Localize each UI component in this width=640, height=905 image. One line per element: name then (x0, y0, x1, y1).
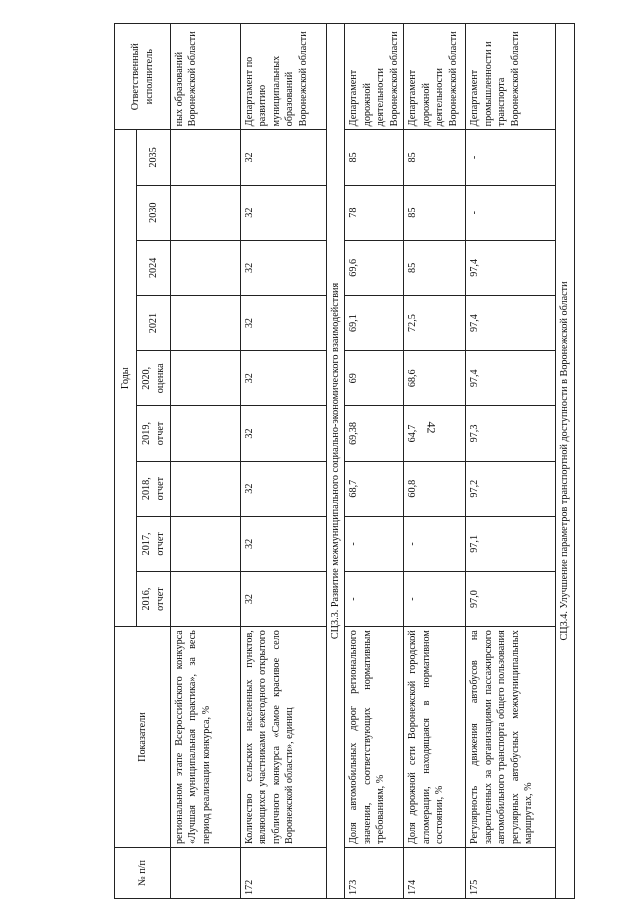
row-number: 175 (466, 848, 556, 899)
row-value: 85 (404, 185, 466, 240)
row-value: 78 (345, 185, 404, 240)
header-year: 2016, отчет (137, 571, 171, 626)
row-responsible: Департамент дорожной деятельности Воронежской области (345, 24, 404, 130)
page-number: 42 (424, 421, 439, 434)
row-value: 97,2 (466, 461, 556, 516)
row-value: 69,1 (345, 295, 404, 350)
row-value: 32 (241, 406, 327, 461)
header-year: 2018, отчет (137, 461, 171, 516)
row-responsible: Департамент промышленности и транспорта Воронежской области (466, 24, 556, 130)
row-value: 69 (345, 351, 404, 406)
header-year: 2024 (137, 240, 171, 295)
row-value: - (345, 571, 404, 626)
table-row (404, 24, 466, 899)
header-year: 2035 (137, 130, 171, 185)
row-value: 32 (241, 240, 327, 295)
row-value: 97,4 (466, 351, 556, 406)
indicators-table (114, 23, 575, 899)
row-value: 97,4 (466, 295, 556, 350)
row-value (171, 406, 241, 461)
row-value: 85 (404, 240, 466, 295)
section-row (556, 24, 574, 899)
header-year: 2021 (137, 295, 171, 350)
table-row (466, 24, 556, 899)
row-value: 97,0 (466, 571, 556, 626)
row-value: 85 (404, 130, 466, 185)
row-value (171, 571, 241, 626)
header-year: 2030 (137, 185, 171, 240)
section-title: СЦ3.3. Развитие межмуниципального социально-экономического взаимодействия (327, 24, 345, 899)
row-responsible: Департамент дорожной деятельности Воронежской области (404, 24, 466, 130)
row-value: 32 (241, 351, 327, 406)
row-value (171, 516, 241, 571)
row-value: - (345, 516, 404, 571)
row-value: 32 (241, 461, 327, 516)
table-row (241, 24, 327, 899)
row-responsible: ных образований Воронежской области (171, 24, 241, 130)
section-row (327, 24, 345, 899)
row-value: - (466, 185, 556, 240)
row-value: 68,7 (345, 461, 404, 516)
table-row (345, 24, 404, 899)
section-title: СЦ3.4. Улучшение параметров транспортной доступности в Воронежской области (556, 24, 574, 899)
row-number: 172 (241, 848, 327, 899)
row-value: 32 (241, 516, 327, 571)
row-value: 32 (241, 185, 327, 240)
row-indicator: Количество сельских населенных пунктов, являющихся участниками ежегодного открытого публичного конкурса «Самое красивое село Воронежской области», единиц (241, 627, 327, 848)
row-value: 32 (241, 295, 327, 350)
row-value (171, 130, 241, 185)
row-value (171, 295, 241, 350)
row-value (171, 351, 241, 406)
row-indicator: Доля автомобильных дорог регионального значения, соответствующих нормативным требованиям, % (345, 627, 404, 848)
header-indicators: Показатели (115, 627, 171, 848)
row-value: 97,1 (466, 516, 556, 571)
row-number: 174 (404, 848, 466, 899)
row-value: 85 (345, 130, 404, 185)
row-value: - (404, 571, 466, 626)
table-row (171, 24, 241, 899)
row-value: 60,8 (404, 461, 466, 516)
row-number: 173 (345, 848, 404, 899)
row-value: - (404, 516, 466, 571)
row-value: 68,6 (404, 351, 466, 406)
row-indicator: Регулярность движения автобусов на закрепленных за организациями пассажирского автомобильного транспорта общего пользования регулярных автобусных межмуниципальных маршрутах, % (466, 627, 556, 848)
header-responsible: Ответственный исполнитель (115, 24, 171, 130)
row-value (171, 240, 241, 295)
header-years: Годы (115, 130, 137, 627)
row-indicator: региональном этапе Всероссийского конкурса «Лучшая муниципальная практика», за весь период реализации конкурса, % (171, 627, 241, 848)
header-num: № п/п (115, 848, 171, 899)
row-indicator: Доля дорожной сети Воронежской городской агломерации, находящаяся в нормативном состоянии, % (404, 627, 466, 848)
row-value: 69,38 (345, 406, 404, 461)
header-year: 2019, отчет (137, 406, 171, 461)
row-value: 64,7 (404, 406, 466, 461)
row-responsible: Департамент по развитию муниципальных образований Воронежской области (241, 24, 327, 130)
row-value (171, 185, 241, 240)
row-value: 32 (241, 130, 327, 185)
row-number (171, 848, 241, 899)
row-value: 69,6 (345, 240, 404, 295)
header-year: 2017, отчет (137, 516, 171, 571)
row-value: 97,3 (466, 406, 556, 461)
row-value: 72,5 (404, 295, 466, 350)
row-value: 97,4 (466, 240, 556, 295)
row-value: - (466, 130, 556, 185)
rotated-table-container (114, 23, 571, 899)
row-value (171, 461, 241, 516)
header-year: 2020, оценка (137, 351, 171, 406)
row-value: 32 (241, 571, 327, 626)
